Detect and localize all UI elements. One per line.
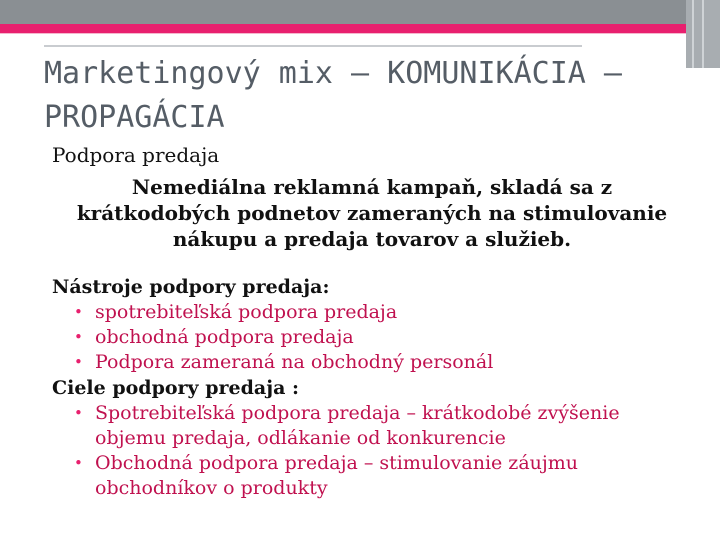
top-decorative-bar [0, 0, 720, 24]
list-item-text: obchodná podpora predaja [95, 326, 354, 348]
list-item-text: spotrebiteľská podpora predaja [95, 301, 398, 323]
list-item [74, 451, 692, 501]
bullet-icon: • [74, 353, 83, 371]
slide-body [52, 142, 692, 501]
list-item [74, 401, 692, 451]
intro-text: Nemediálna reklamná kampaň, skladá sa z krátkodobých podnetov zameraných na stimulovanie nákupu a predaja tovarov a služieb. [76, 175, 668, 251]
goals-heading: Ciele podpory predaja : [52, 377, 300, 399]
list-item [74, 325, 692, 350]
corner-stripe [702, 0, 704, 68]
bullet-icon: • [74, 328, 83, 346]
subtitle: Podpora predaja [52, 143, 220, 167]
goals-list [52, 401, 692, 501]
bullet-icon: • [74, 454, 83, 472]
tools-list [52, 300, 692, 375]
list-item-text: Podpora zameraná na obchodný personál [95, 351, 494, 373]
list-item-text: Obchodná podpora predaja – stimulovanie záujmu obchodníkov o produkty [95, 452, 579, 499]
corner-decoration [686, 0, 720, 68]
corner-stripe [692, 0, 694, 68]
bullet-icon: • [74, 303, 83, 321]
list-item [74, 350, 692, 375]
top-accent-stripe [0, 24, 720, 33]
top-accent-line [0, 33, 720, 34]
list-item [74, 300, 692, 325]
tools-heading: Nástroje podpory predaja: [52, 276, 330, 298]
bullet-icon: • [74, 404, 83, 422]
slide-title: Marketingový mix – KOMUNIKÁCIA – PROPAGÁCIA [44, 56, 622, 135]
list-item-text: Spotrebiteľská podpora predaja – krátkodobé zvýšenie objemu predaja, odlákanie od konkurencie [95, 402, 620, 449]
title-divider [44, 45, 582, 47]
